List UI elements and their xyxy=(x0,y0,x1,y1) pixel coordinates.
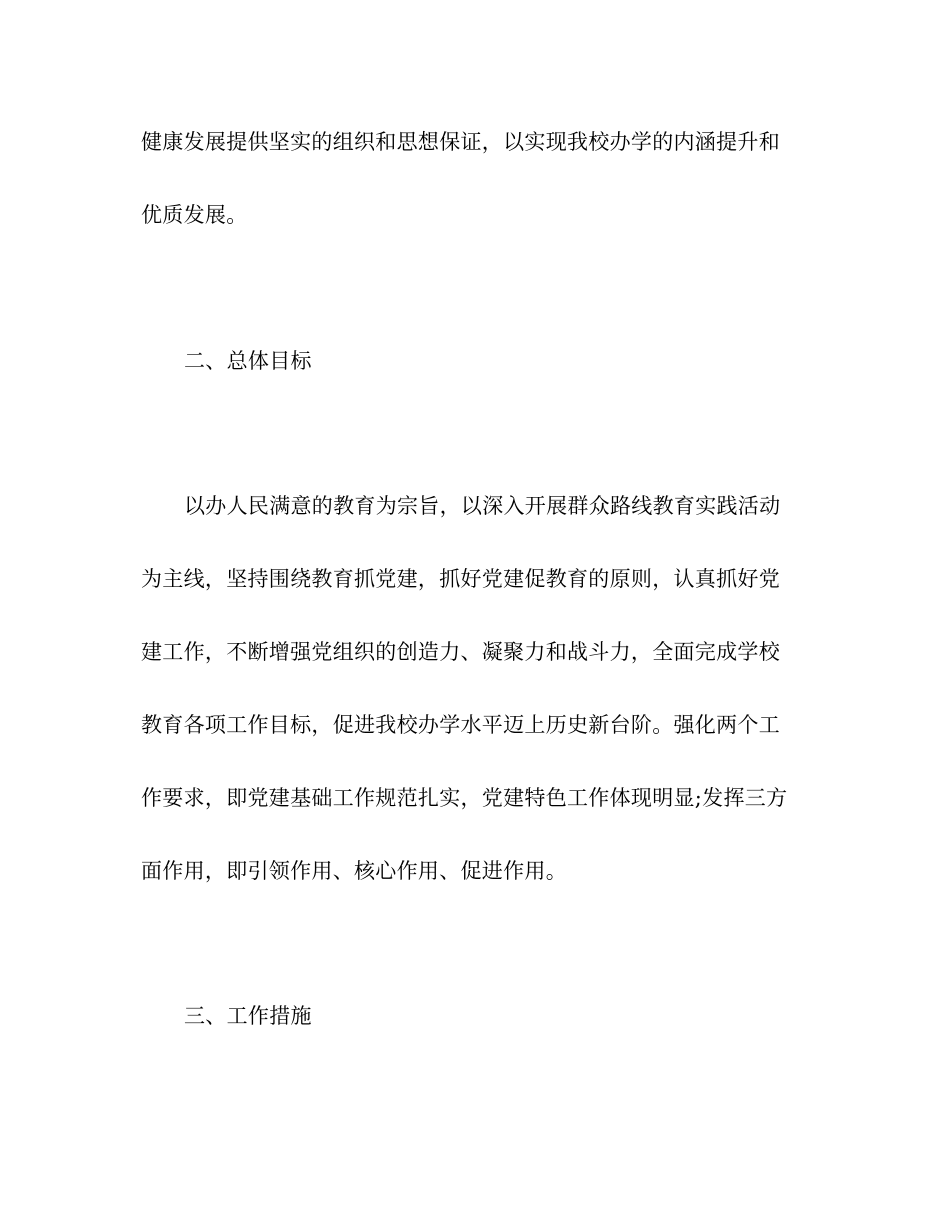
paragraph-2-line-3: 建工作，不断增强党组织的创造力、凝聚力和战斗力，全面完成学校 xyxy=(141,640,780,664)
paragraph-2-line-5: 作要求，即党建基础工作规范扎实，党建特色工作体现明显;发挥三方 xyxy=(141,786,788,810)
paragraph-2-line-2: 为主线，坚持围绕教育抓党建，抓好党建促教育的原则，认真抓好党 xyxy=(141,567,780,591)
section-heading-work-measures: 三、工作措施 xyxy=(184,1004,312,1028)
paragraph-2-line-1: 以办人民满意的教育为宗旨，以深入开展群众路线教育实践活动 xyxy=(184,494,781,518)
paragraph-2-line-6: 面作用，即引领作用、核心作用、促进作用。 xyxy=(141,859,567,883)
paragraph-2-line-4: 教育各项工作目标，促进我校办学水平迈上历史新台阶。强化两个工 xyxy=(141,713,780,737)
paragraph-1-line-2: 优质发展。 xyxy=(141,203,248,227)
paragraph-1-line-1: 健康发展提供坚实的组织和思想保证，以实现我校办学的内涵提升和 xyxy=(141,130,780,154)
section-heading-overall-goals: 二、总体目标 xyxy=(184,349,312,373)
